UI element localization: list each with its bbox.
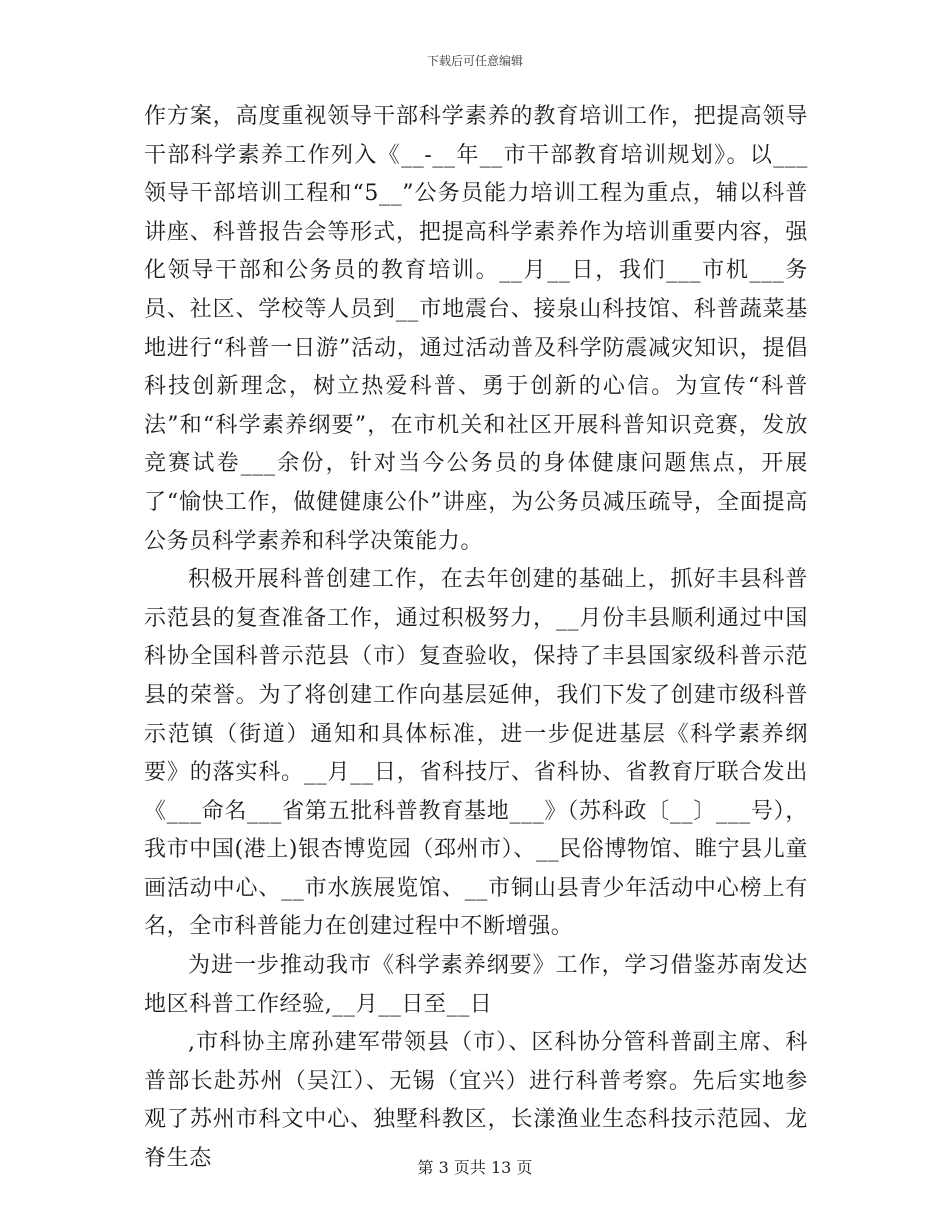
paragraph-2: 积极开展科普创建工作，在去年创建的基础上，抓好丰县科普示范县的复查准备工作，通过积极努力，__月份丰县顺利通过中国科协全国科普示范县（市）复查验收，保持了丰县国家级科普示范县的荣誉。为了将创建工作向基层延伸，我们下发了创建市级科普示范镇（街道）通知和具体标准，进一步促进基层《科学素养纲要》的落实科。__月__日，省科技厅、省科协、省教育厅联合发出《___命名___省第五批科普教育基地___》（苏科政〔__〕___号），我市中国(港上)银杏博览园（邳州市）、__民俗博物馆、睢宁县儿童画活动中心、__市水族展览馆、__市铜山县青少年活动中心榜上有名，全市科普能力在创建过程中不断增强。 xyxy=(144,567,808,940)
paragraph-3: 为进一步推动我市《科学素养纲要》工作，学习借鉴苏南发达地区科普工作经验,__月__日至__日 xyxy=(144,953,808,1017)
page-number-footer: 第 3 页共 13 页 xyxy=(417,1158,533,1177)
document-body xyxy=(144,98,808,1179)
page-header-note: 下载后可任意编辑 xyxy=(426,54,523,68)
paragraph-1: 作方案，高度重视领导干部科学素养的教育培训工作，把提高领导干部科学素养工作列入《__-__年__市干部教育培训规划》。以___领导干部培训工程和“5__”公务员能力培训工程为重点，辅以科普讲座、科普报告会等形式，把提高科学素养作为培训重要内容，强化领导干部和公务员的教育培训。__月__日，我们___市机___务员、社区、学校等人员到__市地震台、接泉山科技馆、科普蔬菜基地进行“科普一日游”活动，通过活动普及科学防震减灾知识，提倡科技创新理念，树立热爱科普、勇于创新的心信。为宣传“科普法”和“科学素养纲要”，在市机关和社区开展科普知识竞赛，发放竞赛试卷___余份，针对当今公务员的身体健康问题焦点，开展了“愉快工作，做健健康公仆”讲座，为公务员减压疏导，全面提高公务员科学素养和科学决策能力。 xyxy=(144,104,808,554)
paragraph-4: ,市科协主席孙建军带领县（市）、区科协分管科普副主席、科普部长赴苏州（吴江）、无锡（宜兴）进行科普考察。先后实地参观了苏州市科文中心、独墅科教区，长漾渔业生态科技示范园、龙脊生态 xyxy=(144,1030,808,1172)
